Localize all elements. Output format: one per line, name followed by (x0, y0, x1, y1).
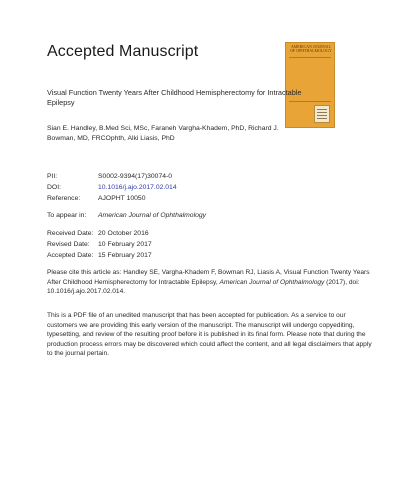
page-heading: Accepted Manuscript (47, 43, 199, 60)
received-value: 20 October 2016 (98, 230, 149, 237)
pii-value: S0002-9394(17)30074-0 (98, 173, 173, 180)
revised-value: 10 February 2017 (98, 241, 152, 248)
cover-rule (289, 57, 331, 58)
pii-label: PII: (47, 173, 58, 180)
appear-label: To appear in: (47, 212, 87, 219)
received-label: Received Date: (47, 230, 94, 237)
citation-suffix: (2017), doi: 10.1016/j.ajo.2017.02.014. (47, 278, 360, 296)
accepted-value: 15 February 2017 (98, 252, 152, 259)
citation-prefix: Please cite this article as: Handley SE, Vargha-Khadem F, Bowman RJ, Liasis A, Visual Function Twenty Years After Childhood Hemispherectomy for Intractable Epilepsy, (47, 269, 370, 286)
doi-label: DOI: (47, 184, 61, 191)
disclaimer-paragraph: This is a PDF file of an unedited manuscript that has been accepted for publication. As a service to our customers we are providing this early version of the manuscript. The manuscript will undergo copyediting, typesetting, and review of the resulting proof before it is published in its final form. Please note that during the production process errors may be discovered which could affect the content, and all legal disclaimers that apply to the journal pertain. (47, 312, 372, 358)
journal-cover-image (285, 42, 335, 128)
reference-value: AJOPHT 10050 (98, 195, 146, 202)
citation-paragraph (47, 268, 377, 297)
revised-label: Revised Date: (47, 241, 90, 248)
accepted-label: Accepted Date: (47, 252, 94, 259)
doi-link[interactable]: 10.1016/j.ajo.2017.02.014 (98, 184, 177, 191)
journal-cover-title: AMERICAN JOURNAL OF OPHTHALMOLOGY (290, 45, 332, 54)
reference-label: Reference: (47, 195, 81, 202)
article-authors: Sian E. Handley, B.Med Sci, MSc, Faraneh Vargha-Khadem, PhD, Richard J. Bowman, MD, FRCOphth, Alki Liasis, PhD (47, 125, 279, 142)
article-title: Visual Function Twenty Years After Childhood Hemispherectomy for Intractable Epilepsy (47, 88, 302, 107)
appear-journal: American Journal of Ophthalmology (98, 212, 207, 219)
citation-journal: American Journal of Ophthalmology (219, 278, 325, 286)
cover-inset (314, 105, 330, 123)
